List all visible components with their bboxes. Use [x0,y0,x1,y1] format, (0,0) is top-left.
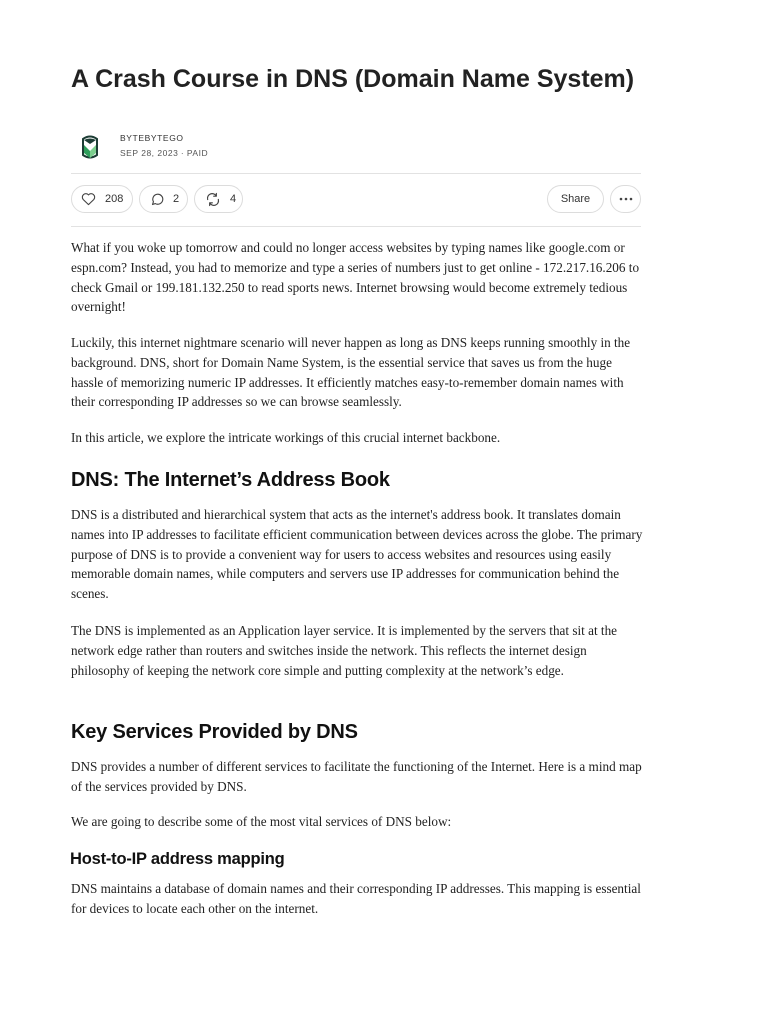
share-label: Share [560,193,591,205]
author-name[interactable]: BYTEBYTEGO [120,133,184,143]
paragraph-explore: In this article, we explore the intricate workings of this crucial internet backbone. [71,430,501,445]
comment-count: 2 [173,193,180,205]
post-meta: SEP 28, 2023 ∙ PAID [120,148,209,158]
byline [71,128,641,168]
article-title: A Crash Course in DNS (Domain Name System) [71,65,635,93]
paragraph-intro: What if you woke up tomorrow and could no longer access websites by typing names like google.com or espn.com? Instead, you had to memorize and type a series of numbers just to get online - 172.217.16.206 to check Gmail or 199.181.132.250 to read sports news. Internet browsing would become extremely tedious overnight! [71,240,640,315]
restack-icon [205,192,221,207]
like-count: 208 [105,193,124,205]
comment-button[interactable] [139,185,188,213]
paragraph-services-intro: DNS provides a number of different services to facilitate the functioning of the Internet. Here is a mind map of the services provided by DNS. [71,759,642,794]
more-options-button[interactable] [610,185,641,213]
author-avatar[interactable] [75,132,105,162]
heading-host-to-ip: Host-to-IP address mapping [70,850,285,868]
heading-address-book: DNS: The Internet’s Address Book [71,469,390,491]
action-bar [71,185,641,215]
restack-count: 4 [230,193,237,205]
divider-bottom [71,226,641,227]
paragraph-services-below: We are going to describe some of the most vital services of DNS below: [71,814,452,829]
bytebytego-logo-icon [75,132,105,162]
like-button[interactable] [71,185,133,213]
paragraph-dns-definition: DNS is a distributed and hierarchical system that acts as the internet's address book. It translates domain names into IP addresses to facilitate efficient communication between devices across the globe. The primary purpose of DNS is to provide a convenient way for users to access websites and resources using easily memorable domain names, while computers and servers use IP addresses for communication behind the scenes. [71,507,643,602]
heart-icon [81,192,96,206]
comment-icon [150,192,165,207]
paragraph-nightmare: Luckily, this internet nightmare scenario will never happen as long as DNS keeps running smoothly in the background. DNS, short for Domain Name System, is the essential service that saves us from the huge hassle of memorizing numeric IP addresses. It efficiently matches easy-to-remember domain names with their corresponding IP addresses so we can browse seamlessly. [71,335,631,410]
ellipsis-icon [619,197,633,201]
paragraph-mapping: DNS maintains a database of domain names and their corresponding IP addresses. This mapping is essential for devices to locate each other on the internet. [71,881,641,916]
divider-top [71,173,641,174]
share-button[interactable] [547,185,604,213]
heading-key-services: Key Services Provided by DNS [71,721,358,743]
paragraph-application-layer: The DNS is implemented as an Application layer service. It is implemented by the servers that sit at the network edge rather than routers and switches inside the network. This reflects the internet design philosophy of keeping the network core simple and putting complexity at the network’s edge. [71,623,618,678]
restack-button[interactable] [194,185,243,213]
